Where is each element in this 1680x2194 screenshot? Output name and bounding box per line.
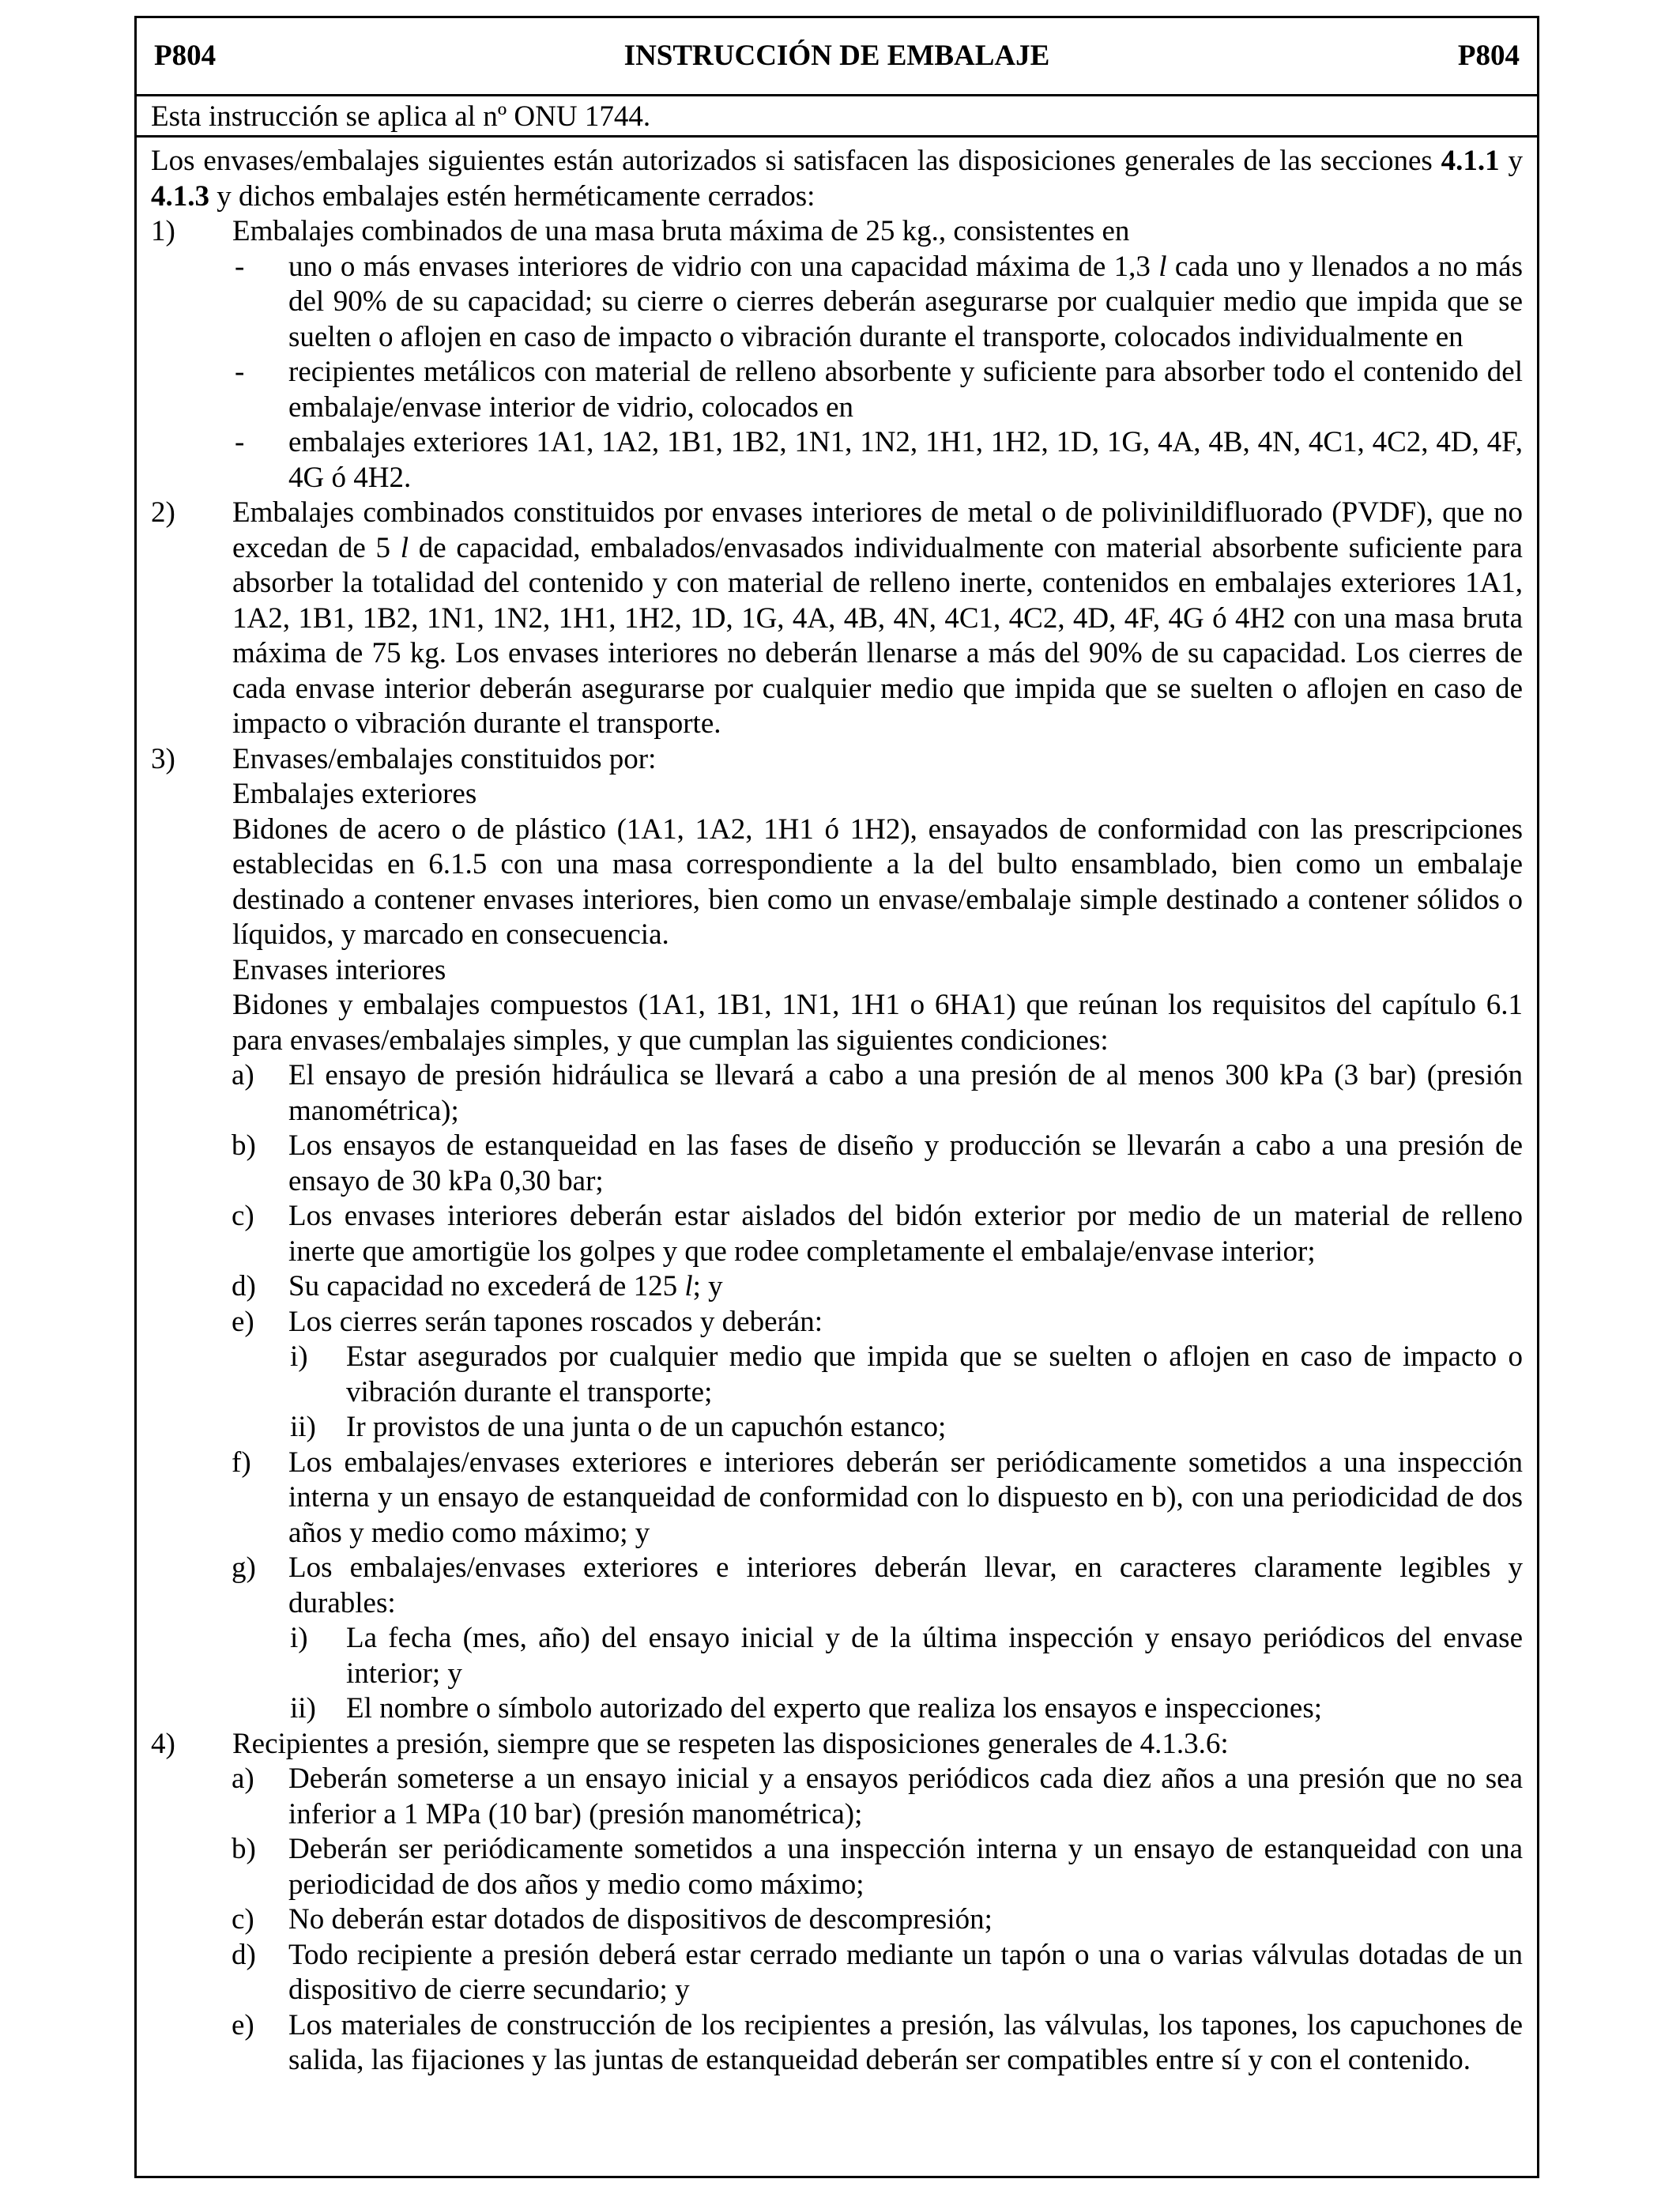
packing-instruction-table — [134, 16, 1539, 2178]
bullet-item: - embalajes exteriores 1A1, 1A2, 1B1, 1B2, 1N1, 1N2, 1H1, 1H2, 1D, 1G, 4A, 4B, 4N, 4C1, 4C2, 4D, 4F, 4G ó 4H2. — [235, 426, 1523, 494]
list-item-1: 1) Embalajes combinados de una masa bruta máxima de 25 kg., consistentes en — [151, 214, 1523, 250]
section-ref: 4.1.1 — [1441, 145, 1500, 177]
subheading-inner: Envases interiores — [232, 953, 446, 986]
item-number: 2) — [151, 496, 175, 529]
bullet-item: - uno o más envases interiores de vidrio con una capacidad máxima de 1,3 l cada uno y llenados a no más del 90% de su capacidad; su cierre o cierres deberán asegurarse por cualquier medio que impida que se suelten o aflojen en caso de impacto o vibración durante el transporte, colocados individualmente en — [235, 250, 1523, 353]
pressure-condition-e: e) Los materiales de construcción de los recipientes a presión, las válvulas, los tapones, los capuchones de salida, las fijaciones y las juntas de estanqueidad deberán ser compatibles entre sí y con el contenido. — [232, 2008, 1523, 2076]
table-header — [137, 18, 1537, 96]
intro-paragraph: Los envases/embalajes siguientes están autorizados si satisfacen las disposiciones generales de las secciones 4.1.1 y 4.1.3 y dichos embalajes estén herméticamente cerrados: — [151, 145, 1524, 213]
section-ref: 4.1.3 — [151, 179, 209, 213]
outer-packaging-text: Bidones de acero o de plástico (1A1, 1A2, 1H1 ó 1H2), ensayados de conformidad con las prescripciones establecidas en 6.1.5 con una masa correspondiente a la del bulto ensamblado, bien como un embalaje destinado a contener envases interiores, bien como un envase/embalaje simple destinado a contener sólidos o líquidos, y marcado en consecuencia. — [232, 812, 1523, 951]
condition-g-i: i) La fecha (mes, año) del ensayo inicial y de la última inspección y ensayo periódicos del envase interior; y — [290, 1622, 1523, 1690]
instruction-title: INSTRUCCIÓN DE EMBALAJE — [623, 40, 1050, 72]
subheading-outer: Embalajes exteriores — [232, 778, 477, 810]
condition-a: a) El ensayo de presión hidráulica se llevará a cabo a una presión de al menos 300 kPa (3 bar) (presión manométrica); — [232, 1059, 1523, 1127]
pressure-condition-b: b) Deberán ser periódicamente sometidos a una inspección interna y un ensayo de estanqueidad con una periodicidad de dos años y medio como máximo; — [232, 1833, 1523, 1901]
item-number: 1) — [151, 215, 175, 247]
instruction-code-right: P804 — [1457, 40, 1520, 72]
condition-e-ii: ii) Ir provistos de una junta o de un capuchón estanco; — [290, 1411, 947, 1443]
list-item-2: 2) Embalajes combinados constituidos por envases interiores de metal o de polivinildifluorado (PVDF), que no excedan de 5 l de capacidad, embalados/envasados individualmente con material absorbente suficiente para absorber la totalidad del contenido y con material de relleno inerte, contenidos en embalajes exteriores 1A1, 1A2, 1B1, 1B2, 1N1, 1N2, 1H1, 1H2, 1D, 1G, 4A, 4B, 4N, 4C1, 4C2, 4D, 4F, 4G ó 4H2 con una masa bruta máxima de 75 kg. Los envases interiores no deberán llenarse a más del 90% de su capacidad. Los cierres de cada envase interior deberán asegurarse por cualquier medio que impida que se suelten o aflojen en caso de impacto o vibración durante el transporte. — [151, 496, 1523, 740]
condition-g: g) Los embalajes/envases exteriores e interiores deberán llevar, en caracteres claramente legibles y durables: — [232, 1551, 1523, 1619]
pressure-condition-d: d) Todo recipiente a presión deberá estar cerrado mediante un tapón o una o varias válvulas dotadas de un dispositivo de cierre secundario; y — [232, 1938, 1523, 2006]
condition-e: e) Los cierres serán tapones roscados y deberán: — [232, 1305, 823, 1338]
applies-to-row: Esta instrucción se aplica al nº ONU 1744. — [137, 96, 1537, 138]
condition-f: f) Los embalajes/envases exteriores e interiores deberán ser periódicamente sometidos a una inspección interna y un ensayo de estanqueidad de conformidad con lo dispuesto en b), con una periodicidad de dos años y medio como máximo; y — [232, 1446, 1523, 1549]
condition-c: c) Los envases interiores deberán estar aislados del bidón exterior por medio de un material de relleno inerte que amortigüe los golpes y que rodee completamente el embalaje/envase interior; — [232, 1200, 1523, 1268]
item-number: 3) — [151, 742, 175, 775]
inner-packaging-text: Bidones y embalajes compuestos (1A1, 1B1, 1N1, 1H1 o 6HA1) que reúnan los requisitos del capítulo 6.1 para envases/embalajes simples, y que cumplan las siguientes condiciones: — [232, 989, 1523, 1057]
condition-d: d) Su capacidad no excederá de 125 l; y — [232, 1270, 723, 1302]
condition-g-ii: ii) El nombre o símbolo autorizado del experto que realiza los ensayos e inspecciones; — [290, 1692, 1323, 1725]
condition-b: b) Los ensayos de estanqueidad en las fases de diseño y producción se llevarán a cabo a una presión de ensayo de 30 kPa 0,30 bar; — [232, 1129, 1523, 1197]
instruction-body — [137, 138, 1537, 2079]
list-item-4: 4) Recipientes a presión, siempre que se respeten las disposiciones generales de 4.1.3.6: — [151, 1727, 1523, 1762]
bullet-item: - recipientes metálicos con material de relleno absorbente y suficiente para absorber todo el contenido del embalaje/envase interior de vidrio, colocados en — [235, 356, 1523, 424]
instruction-code-left: P804 — [154, 40, 217, 72]
pressure-condition-a: a) Deberán someterse a un ensayo inicial y a ensayos periódicos cada diez años a una presión que no sea inferior a 1 MPa (10 bar) (presión manométrica); — [232, 1762, 1523, 1830]
item-number: 4) — [151, 1727, 175, 1760]
pressure-condition-c: c) No deberán estar dotados de dispositivos de descompresión; — [232, 1903, 993, 1936]
list-item-3: 3) Envases/embalajes constituidos por: — [151, 742, 1523, 778]
condition-e-i: i) Estar asegurados por cualquier medio que impida que se suelten o aflojen en caso de impacto o vibración durante el transporte; — [290, 1340, 1523, 1408]
